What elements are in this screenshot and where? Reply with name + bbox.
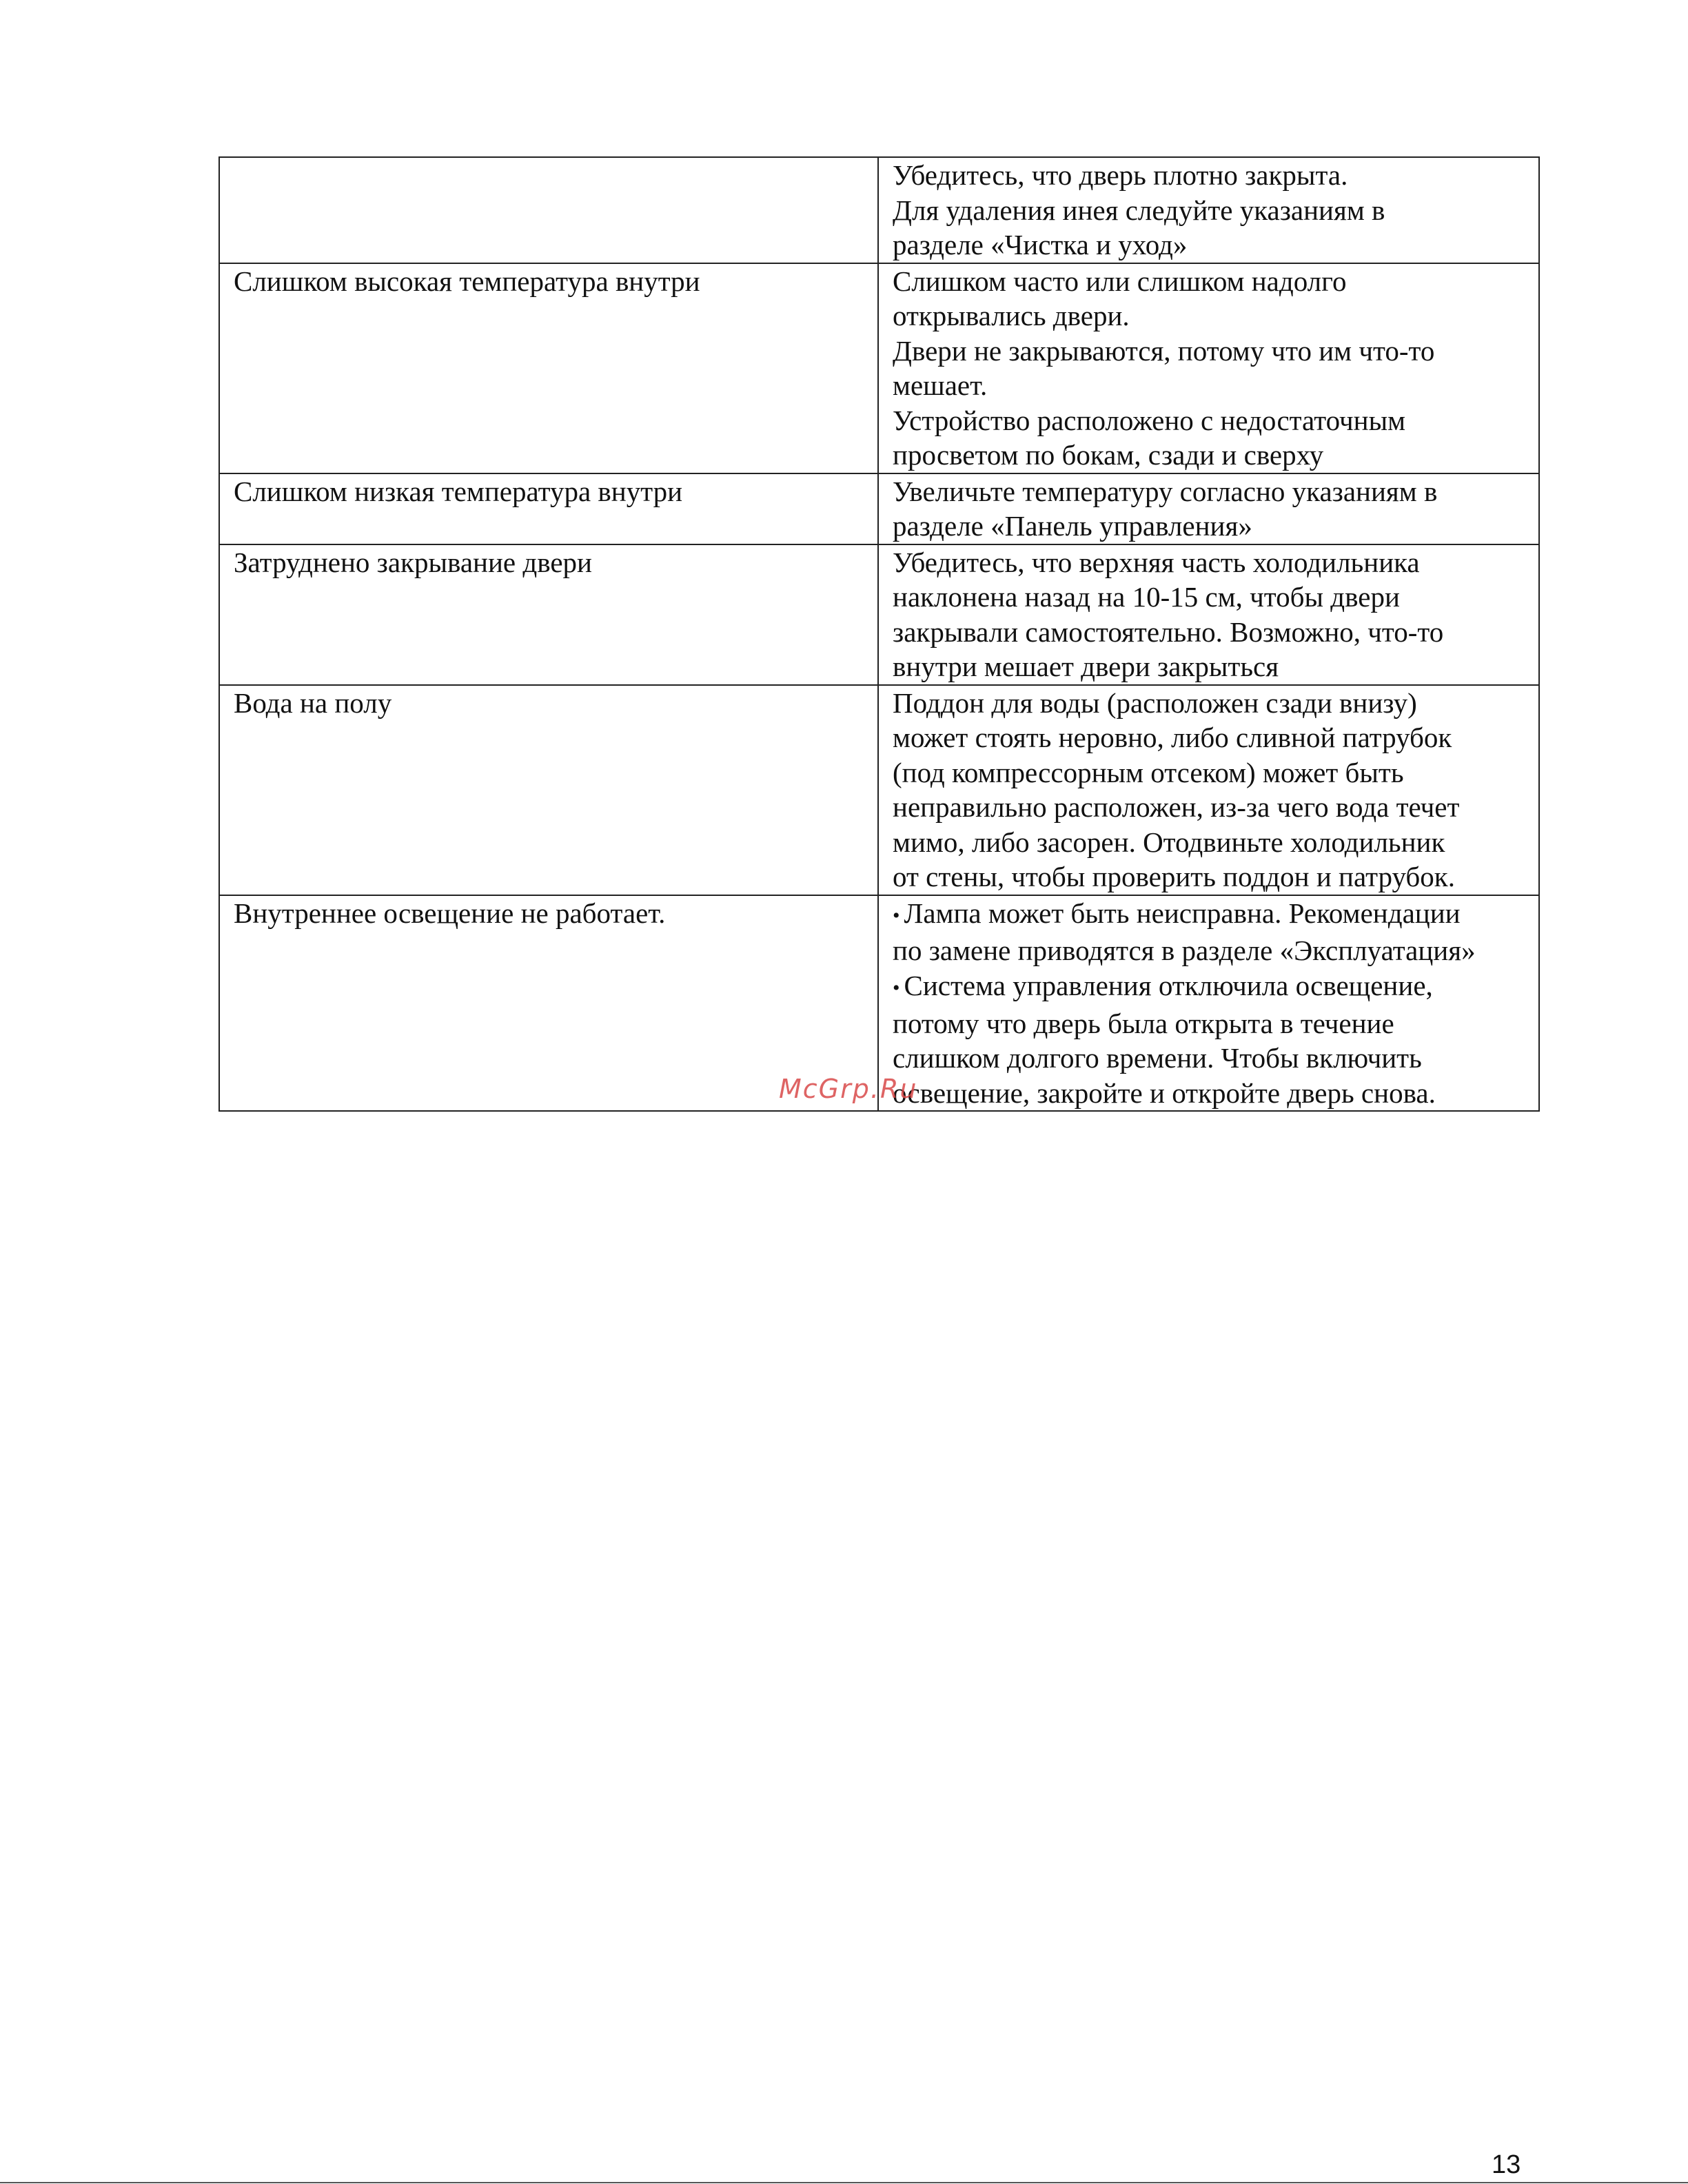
page-number: 13 <box>1492 2150 1521 2179</box>
remedy-line: просветом по бокам, сзади и сверху <box>893 439 1324 471</box>
remedy-line: наклонена назад на 10-15 см, чтобы двери <box>893 581 1400 613</box>
remedy-line: слишком долгого времени. Чтобы включить <box>893 1042 1422 1074</box>
problem-cell <box>219 473 878 544</box>
remedy-bullet <box>893 896 1525 934</box>
remedy-line: открывались двери. <box>893 300 1130 331</box>
remedy-line: Для удаления инея следуйте указаниям в <box>893 194 1385 226</box>
remedy-line: внутри мешает двери закрыться <box>893 651 1279 682</box>
remedy-line: по замене приводятся в разделе «Эксплуатация» <box>893 935 1476 967</box>
remedy-line: Устройство расположено с недостаточным <box>893 404 1406 436</box>
table-row <box>219 685 1539 895</box>
remedy-line: Двери не закрываются, потому что им что-то <box>893 334 1435 367</box>
remedy-line: Убедитесь, что дверь плотно закрыта. <box>893 159 1348 191</box>
remedy-cell <box>878 685 1539 895</box>
remedy-line: неправильно расположен, из-за чего вода течет <box>893 791 1460 823</box>
remedy-cell <box>878 895 1539 1112</box>
bullet-icon: • <box>893 977 900 1000</box>
remedy-line: Система управления отключила освещение, <box>904 969 1433 1001</box>
remedy-line: разделе «Чистка и уход» <box>893 229 1188 261</box>
table-row <box>219 473 1539 544</box>
remedy-line: Убедитесь, что верхняя часть холодильника <box>893 546 1420 578</box>
remedy-line: Слишком часто или слишком надолго <box>893 265 1347 297</box>
remedy-line: потому что дверь была открыта в течение <box>893 1007 1394 1039</box>
remedy-cell <box>878 473 1539 544</box>
remedy-line: закрывали самостоятельно. Возможно, что-то <box>893 615 1444 648</box>
problem-cell <box>219 544 878 685</box>
problem-cell <box>219 263 878 473</box>
remedy-line: от стены, чтобы проверить поддон и патрубок. <box>893 861 1455 892</box>
remedy-cell <box>878 263 1539 473</box>
bullet-icon: • <box>893 904 900 927</box>
problem-text: Затруднено закрывание двери <box>234 546 592 578</box>
remedy-line: Поддон для воды (расположен сзади внизу) <box>893 686 1417 719</box>
remedy-line: мешает. <box>893 369 988 401</box>
remedy-line: может стоять неровно, либо сливной патрубок <box>893 722 1452 753</box>
problem-text: Слишком низкая температура внутри <box>234 475 683 507</box>
problem-cell <box>219 157 878 263</box>
watermark: McGrp.Ru <box>779 1074 918 1104</box>
problem-cell <box>219 685 878 895</box>
table-row <box>219 263 1539 473</box>
remedy-line: Увеличьте температуру согласно указаниям в <box>893 475 1438 507</box>
remedy-line: (под компрессорным отсеком) может быть <box>893 756 1404 788</box>
remedy-bullet <box>893 968 1525 1006</box>
remedy-line: разделе «Панель управления» <box>893 510 1252 542</box>
troubleshooting-table <box>218 156 1540 1112</box>
remedy-line: Лампа может быть неисправна. Рекомендации <box>904 897 1461 929</box>
page-bottom-divider <box>0 2182 1688 2183</box>
problem-text: Вода на полу <box>234 686 392 719</box>
problem-text: Внутреннее освещение не работает. <box>234 897 666 929</box>
problem-text: Слишком высокая температура внутри <box>234 265 700 297</box>
remedy-line: освещение, закройте и откройте дверь снова. <box>893 1076 1436 1109</box>
remedy-cell <box>878 544 1539 685</box>
remedy-line: мимо, либо засорен. Отодвиньте холодильник <box>893 826 1445 858</box>
remedy-cell <box>878 157 1539 263</box>
table-row <box>219 157 1539 263</box>
table-row <box>219 544 1539 685</box>
